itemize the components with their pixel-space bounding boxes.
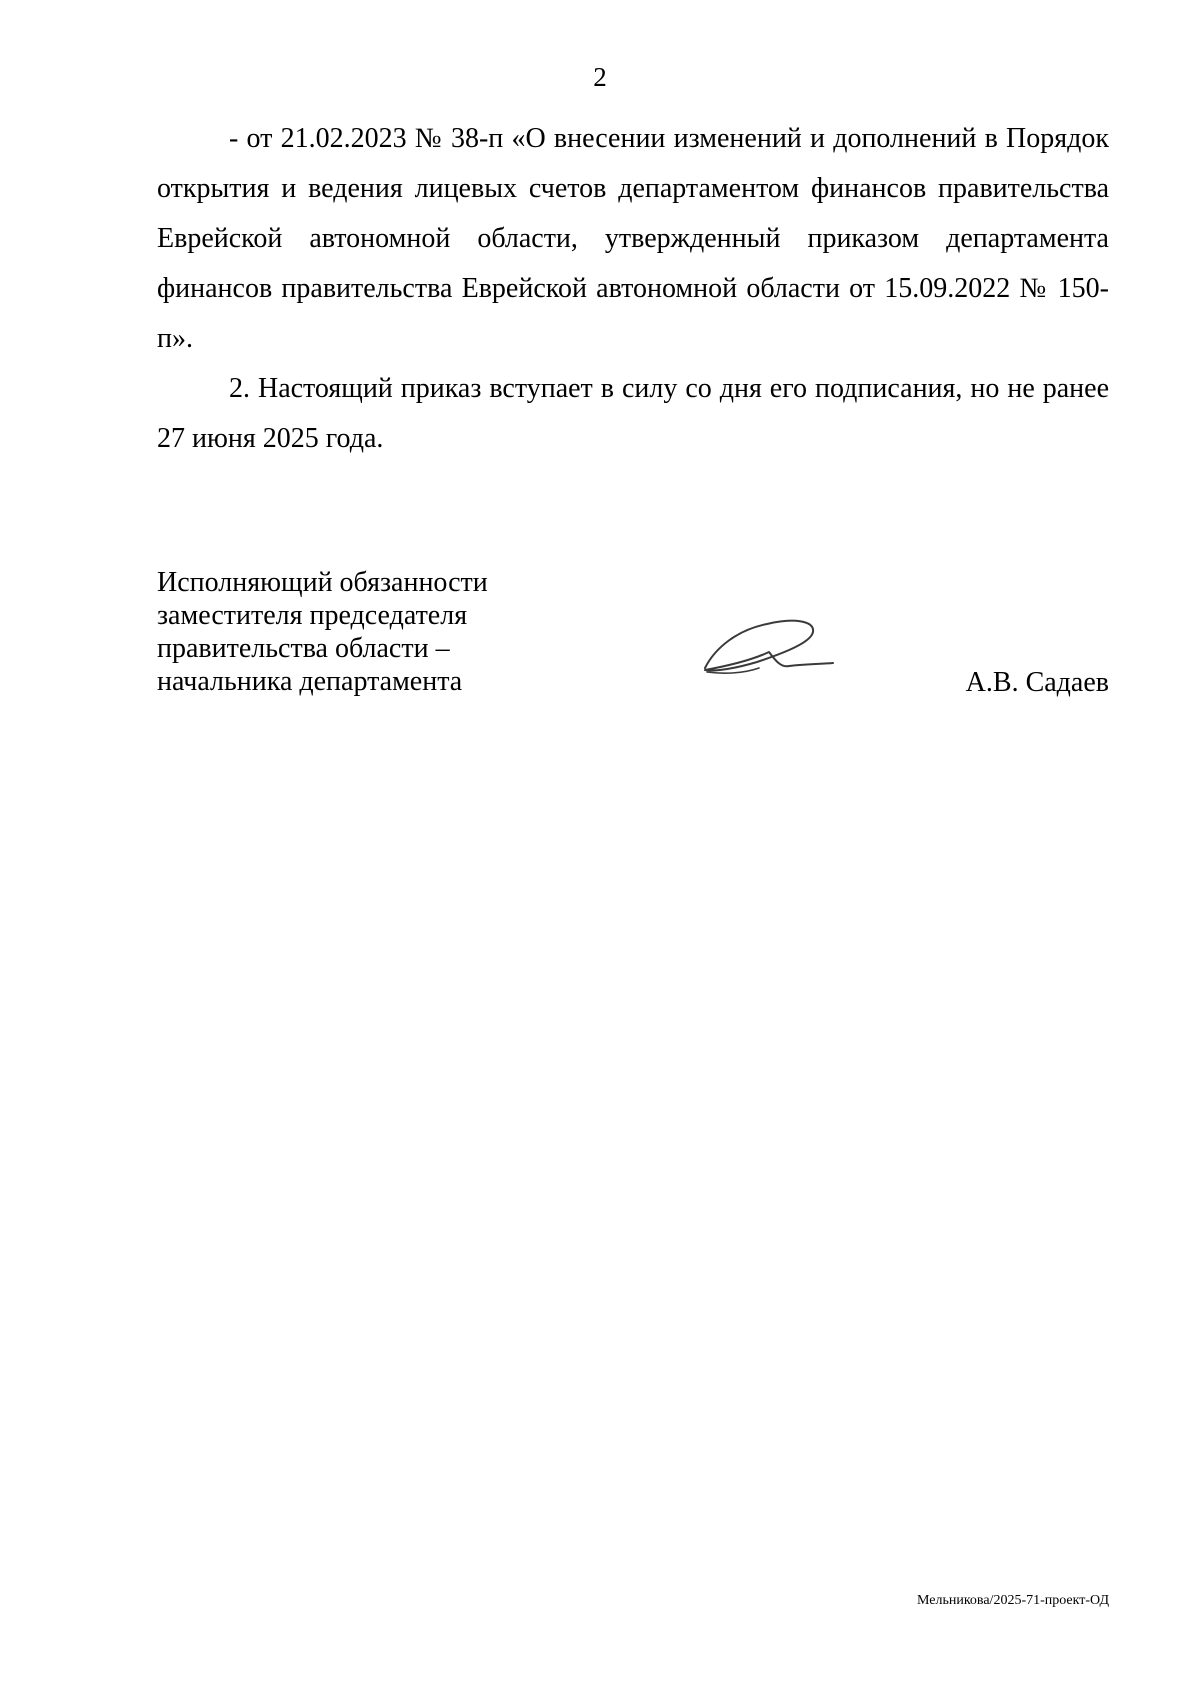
handwritten-signature [697, 608, 837, 688]
paragraph-amendment-reference: - от 21.02.2023 № 38-п «О внесении изменений и дополнений в Порядок открытия и ведения лицевых счетов департаментом финансов правительства Еврейской автономной области, утвержденный приказом департамента финансов правительства Еврейской автономной области от 15.09.2022 № 150-п». [157, 123, 1109, 354]
paragraph-effective-date: 2. Настоящий приказ вступает в силу со дня его подписания, но не ранее 27 июня 2025 года. [157, 373, 1109, 454]
signatory-position [157, 566, 557, 698]
position-line: Исполняющий обязанности [157, 567, 488, 598]
position-line: начальника департамента [157, 666, 463, 697]
document-body [157, 114, 1109, 464]
page-number: 2 [593, 62, 607, 92]
position-line: правительства области – [157, 633, 450, 664]
position-line: заместителя председателя [157, 600, 468, 631]
signer-name: А.В. Садаев [965, 667, 1109, 698]
document-code: Мельникова/2025-71-проект-ОД [916, 1593, 1109, 1608]
